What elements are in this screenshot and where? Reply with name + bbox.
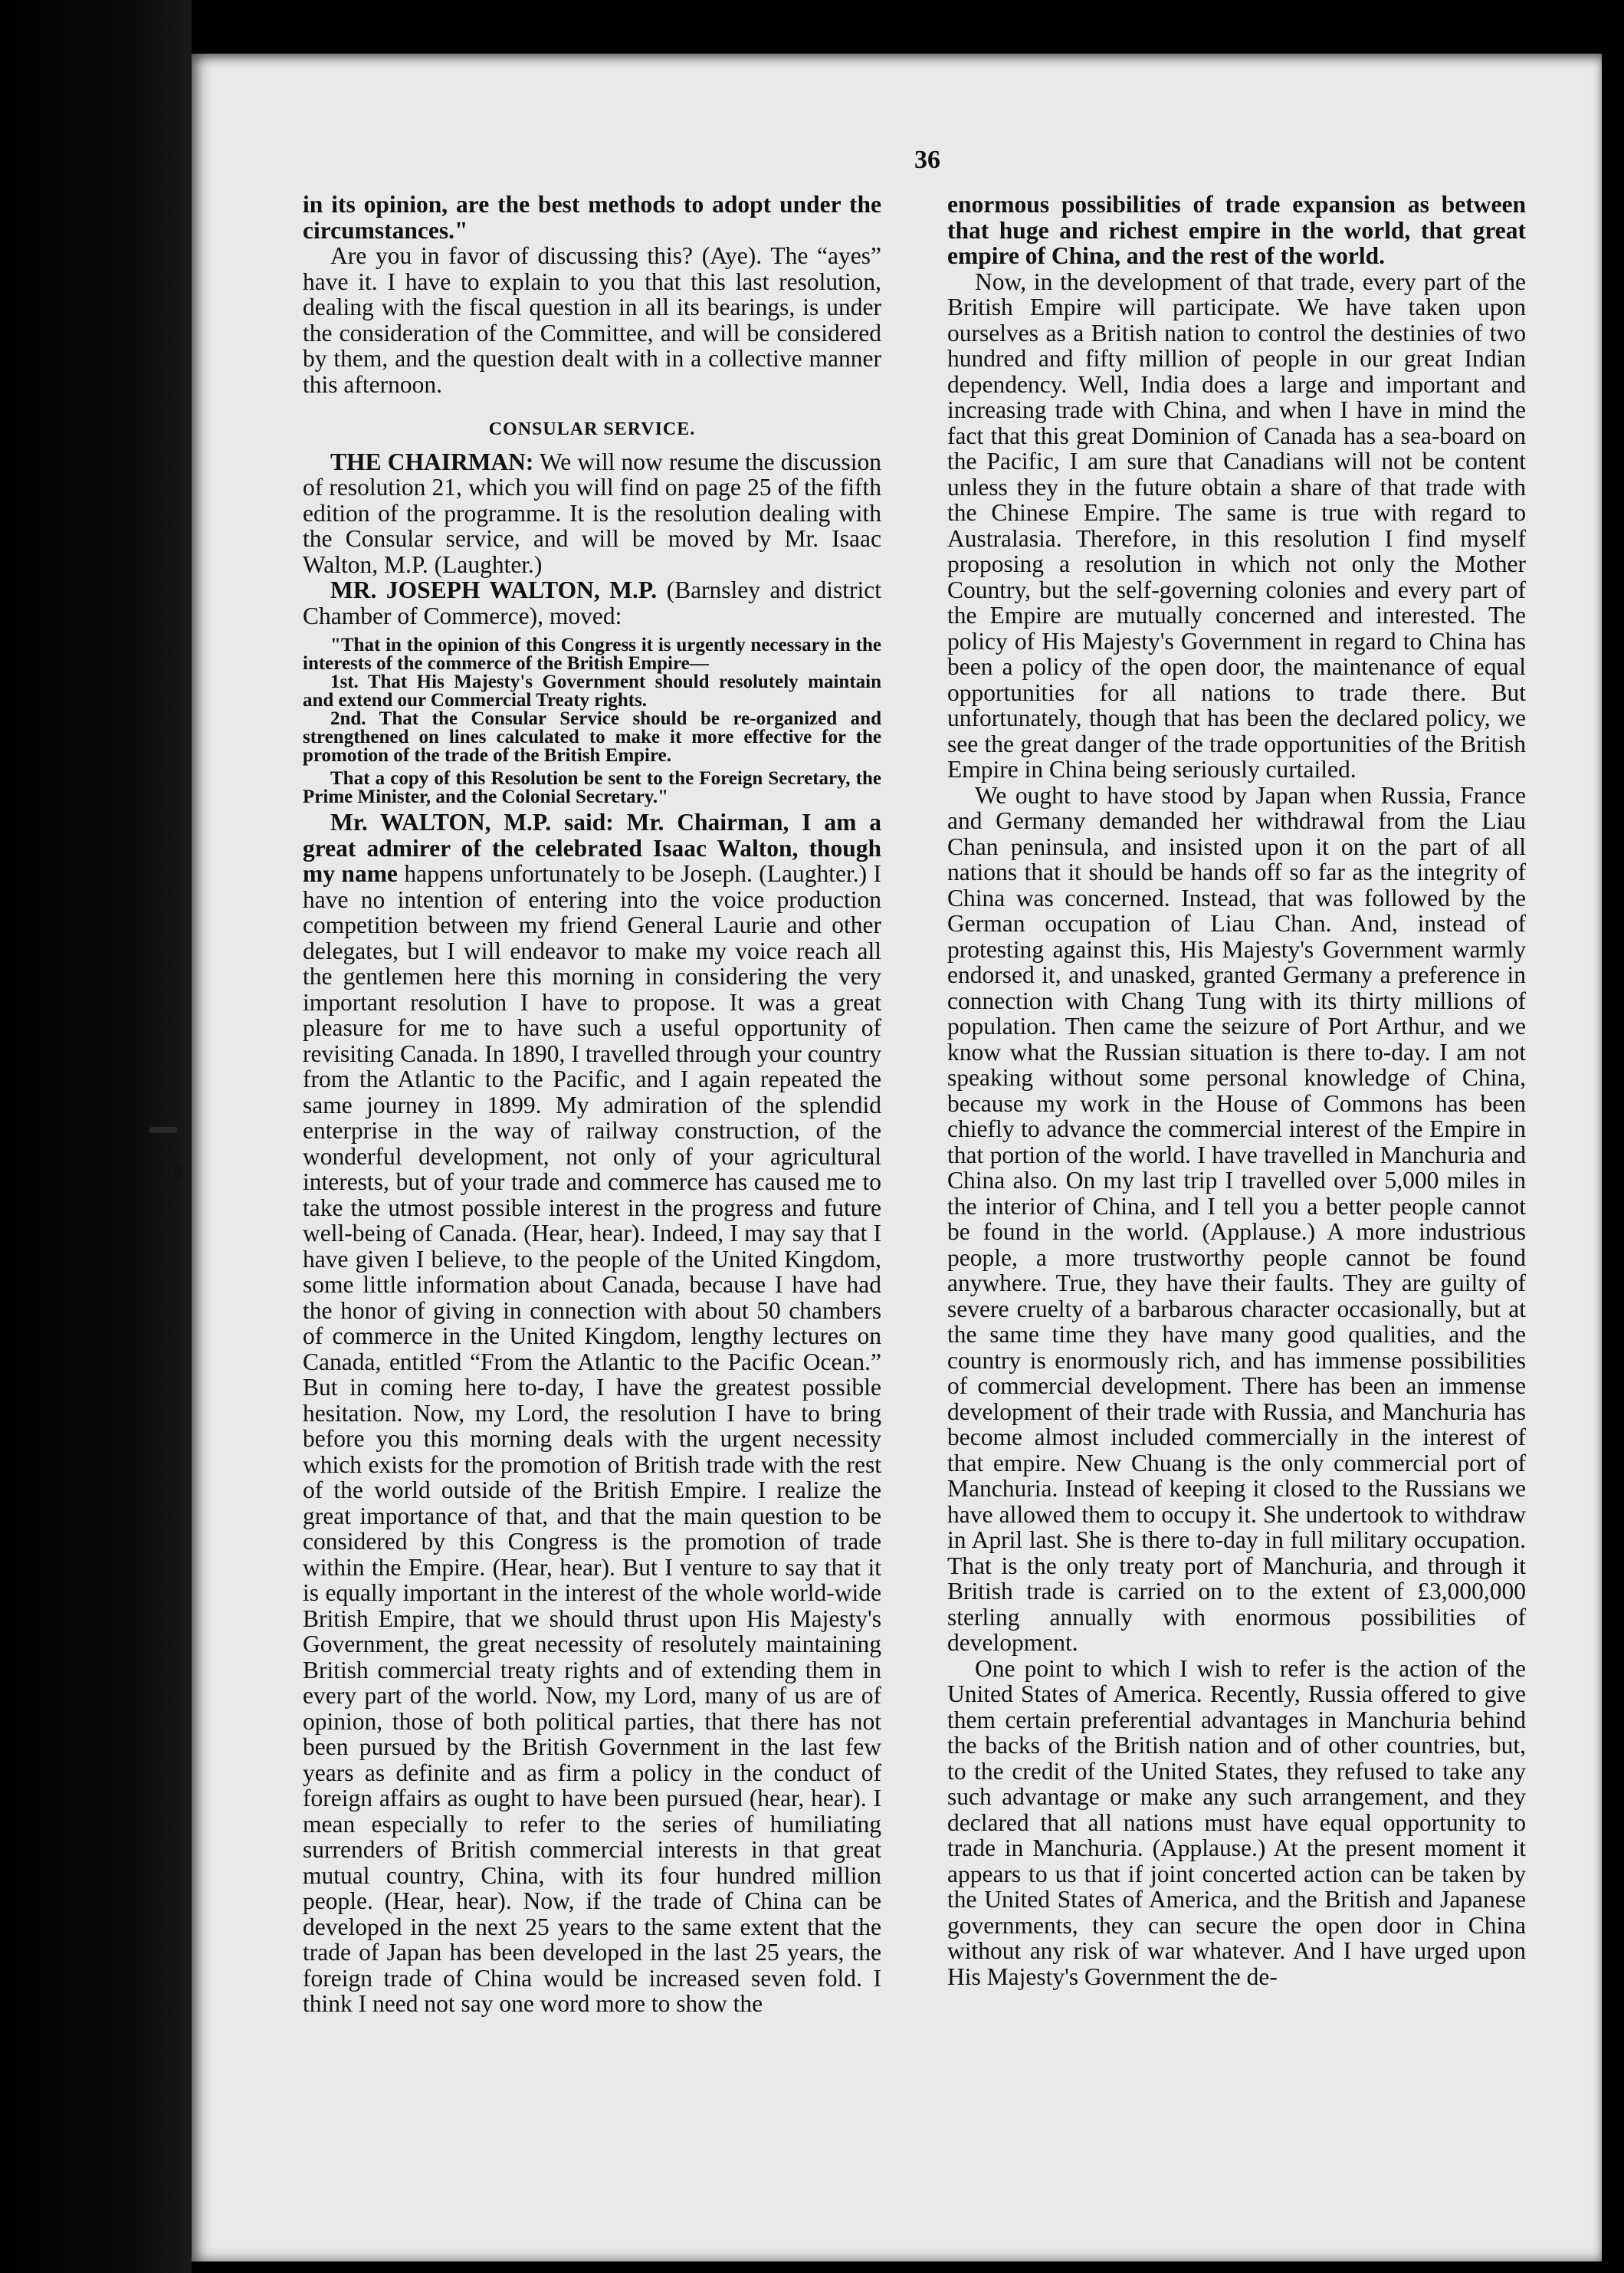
speech-text: happens unfortunately to be Joseph. (Laughter.) I have no intention of entering into the voice production competition between my friend General Laurie and other delegates, but I will endeavor to make my voice reach all the gentlemen here this morning in considering the very important resolution I have to propose. It was a great pleasure for me to have such a useful opportunity of revisiting Canada. In 1890, I travelled through your country from the Atlantic to the Pacific, and I again repeated the same journey in 1899. My admiration of the splendid enterprise in the way of railway construction, of the wonderful development, not only of your agricultural interests, but of your trade and commerce has caused me to take the utmost possible interest in the progress and future well-being of Canada. (Hear, hear). Indeed, I may say that I have given I believe, to the people of the United Kingdom, some little information about Canada, because I have had the honor of giving in connection with about 50 chambers of commerce in the United Kingdom, lengthy lectures on Canada, entitled “From the Atlantic to the Pacific Ocean.” But in coming here to-day, I have the greatest possible hesitation. Now, my Lord, the resolution I have to bring before you this morning deals with the urgent necessity which exists for the promotion of British trade with the rest of the world outside of the British Empire. I realize the great importance of that, and that the main question to be considered by this Congress is the promotion of trade within the Empire. (Hear, hear). But I venture to say that it is equally important in the interest of the whole world-wide British Empire, that we should thrust upon His Majesty's Government, the great necessity of resolutely maintaining British commercial treaty rights and of extending them in every part of the world. Now, my Lord, many of us are of opinion, those of both political parties, that there has not been pursued by the British Government in the last few years as definite and as firm a policy in the conduct of foreign affairs as ought to have been pursued (hear, hear). I mean especially to refer to the series of humiliating surrenders of British commercial interests in that great mutual country, China, with its four hundred million people. (Hear, hear). Now, if the trade of China can be developed in the next 25 years to the same extent that the trade of Japan has been developed in the last 25 years, the foreign trade of China would be increased seven fold. I think I need not say one word more to show the: [303, 860, 882, 2017]
scan-border: [0, 0, 192, 2273]
speech-intro: Mr. WALTON, M.P. said: Mr. Chairman, I am a great admirer of the celebrated Isaac Walton, though my name: [303, 809, 881, 887]
paragraph: One point to which I wish to refer is the action of the United States of America. Recently, Russia offered to give them certain preferential advantages in Manchuria behind the backs of the British nation and of other countries, but, to the credit of the United States, they refused to take any such advantage or make any such arrangement, and they declared that all nations must have equal opportunity to trade in Manchuria. (Applause.) At the present moment it appears to us that if joint concerted action can be taken by the United States of America, and the British and Japanese governments, they can secure the open door in China without any risk of war whatever. And I have urged upon His Majesty's Government the de-: [947, 1654, 1526, 1990]
section-heading: CONSULAR SERVICE.: [488, 419, 696, 439]
resolution-text: 2nd. That the Consular Service should be re-organized and strengthened on lines calculated to make it more effective for the promotion of the trade of the British Empire.: [303, 708, 881, 766]
speaker-name: MR. JOSEPH WALTON, M.P.: [330, 576, 658, 603]
page-number: 36: [914, 146, 940, 174]
speaker-name: THE CHAIRMAN:: [330, 448, 534, 475]
resolution-text: That a copy of this Resolution be sent to the Foreign Secretary, the Prime Minister, and the Colonial Secretary.": [303, 768, 881, 807]
paragraph: [303, 577, 881, 629]
paragraph: We ought to have stood by Japan when Russia, France and Germany demanded her withdrawal from the Liau Chan peninsula, and insisted upon it on the part of all nations that it should be hands off so far as the integrity of China was concerned. Instead, that was followed by the German occupation of Liau Chan. And, instead of protesting against this, His Majesty's Government warmly endorsed it, and unasked, granted Germany a preference in connection with Chang Tung with its thirty millions of population. Then came the seizure of Port Arthur, and we know what the Russian situation is there to-day. I am not speaking without some personal knowledge of China, because my work in the House of Commons has been chiefly to advance the commercial interest of the Empire in that portion of the world. I have travelled in Manchuria and China also. On my last trip I travelled over 5,000 miles in the interior of China, and I tell you a better people cannot be found in the world. (Applause.) A more industrious people, a more trustworthy people cannot be found anywhere. True, they have their faults. They are guilty of severe cruelty of a barbarous character occasionally, but at the same time they have many good qualities, and the country is enormously rich, and has immense possibilities of commercial development. There has been an immense development of their trade with Russia, and Manchuria has become almost included commercially in the interest of that empire. New Chuang is the only commercial port of Manchuria. Instead of keeping it closed to the Russians we have allowed them to occupy it. She undertook to withdraw in April last. She is there to-day in full military occupation. That is the only treaty port of Manchuria, and through it British trade is carried on to the extent of £3,000,000 sterling annually with enormous possibilities of development.: [947, 781, 1526, 1656]
margin-mark: [149, 1127, 177, 1133]
paragraph: Now, in the development of that trade, every part of the British Empire will participate. We have taken upon ourselves as a British nation to control the destinies of two hundred and fifty million of people in our great Indian dependency. Well, India does a large and important and increasing trade with China, and when I have in mind the fact that this great Dominion of Canada has a sea-board on the Pacific, I am sure that Canadians will not be content unless they in the future obtain a share of that trade with the Chinese Empire. The same is true with regard to Australasia. Therefore, in this resolution I find myself proposing a resolution in which not only the Mother Country, but the self-governing colonies and every part of the Empire are mutually concerned and interested. The policy of His Majesty's Government in regard to China has been a policy of the open door, the maintenance of equal opportunities for all nations to trade there. But unfortunately, though that has been the declared policy, we see the great danger of the trade opportunities of the British Empire in China being seriously curtailed.: [947, 268, 1526, 783]
speech-text: (Barnsley and district Chamber of Commerce), moved:: [303, 576, 881, 629]
paragraph: [303, 810, 881, 2017]
margin-dot: [175, 1165, 182, 1179]
paragraph: Are you in favor of discussing this? (Aye). The “ayes” have it. I have to explain to you that this last resolution, dealing with the fiscal question in all its bearings, is under the consideration of the Committee, and will be considered by them, and the question dealt with in a collective manner this afternoon.: [303, 242, 881, 398]
right-column: [947, 192, 1526, 1989]
resolution-text: "That in the opinion of this Congress it is urgently necessary in the interests of the commerce of the British Empire—: [303, 635, 881, 674]
left-column: [303, 192, 881, 2017]
resolution-text: 1st. That His Majesty's Government should resolutely maintain and extend our Commercial Treaty rights.: [303, 672, 881, 711]
paragraph: in its opinion, are the best methods to adopt under the circumstances.": [303, 191, 881, 244]
paragraph: [303, 449, 881, 578]
paragraph: enormous possibilities of trade expansion as between that huge and richest empire in the world, that great empire of China, and the rest of the world.: [947, 191, 1526, 269]
speech-text: We will now resume the discussion of resolution 21, which you will find on page 25 of the fifth edition of the programme. It is the resolution dealing with the Consular service, and will be moved by Mr. Isaac Walton, M.P. (Laughter.): [303, 448, 882, 578]
